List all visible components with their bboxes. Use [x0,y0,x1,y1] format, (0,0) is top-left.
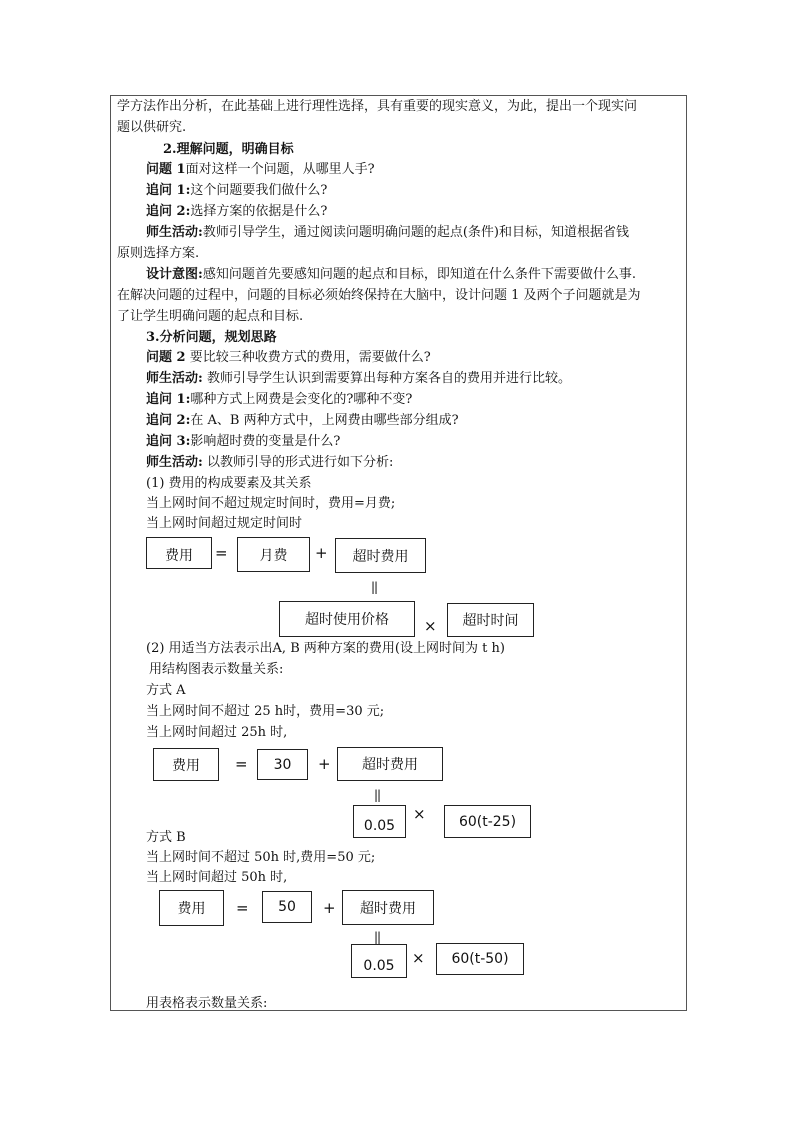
diagram1-equiv-sign: || [371,580,378,594]
diagramA-equiv-sign: || [374,788,381,802]
diagramB-overtime-box: 60(t-50) [436,943,524,975]
label: 追问 2: [146,204,191,219]
text: 在 A、B 两种方式中，上网费由哪些部分组成? [190,413,459,428]
text: 这个问题要我们做什么? [190,183,328,198]
diagram1-cost-box: 费用 [146,537,212,569]
activity-line [146,223,629,242]
diagramA-plus: + [318,755,331,773]
text-line: 在解决问题的过程中，问题的目标必须始终保持在大脑中，设计问题 1 及两个子问题就是为 [117,288,641,303]
diagramA-base-box: 30 [257,749,308,780]
diagram1-price-box: 超时使用价格 [279,601,415,637]
diagramA-cost-box: 费用 [153,748,219,781]
text-line: (2) 用适当方法表示出A, B 两种方案的费用(设上网时间为 t h) [146,641,505,656]
section-heading: 3.分析问题，规划思路 [146,330,277,345]
label: 追问 1: [146,183,191,198]
text: 影响超时费的变量是什么? [190,434,341,449]
text-line: 当上网时间超过 25h 时, [146,725,288,740]
diagramA-overtime-box: 60(t-25) [444,805,531,838]
text: 感知问题首先要感知问题的起点和目标，即知道在什么条件下需要做什么事. [202,267,636,282]
text-line: 方式 B [146,830,186,845]
diagram1-plus: + [315,544,328,562]
followup-line [146,181,327,200]
diagramB-times: × [412,949,425,967]
diagramB-equals: = [236,899,249,917]
label: 追问 1: [146,392,191,407]
followup-line [146,411,459,430]
text: 选择方案的依据是什么? [190,204,328,219]
section-heading: 2.理解问题，明确目标 [163,142,294,157]
text-line: 了让学生明确问题的起点和目标. [117,309,304,324]
label: 追问 2: [146,413,191,428]
activity-line [146,453,393,472]
diagramB-overtime-cost-box: 超时费用 [342,890,434,925]
text: 教师引导学生，通过阅读问题明确问题的起点(条件)和目标，知道根据省钱 [202,225,629,240]
diagramB-equiv-sign: || [374,930,381,944]
text-line: 学方法作出分析，在此基础上进行理性选择，具有重要的现实意义，为此，提出一个现实问 [117,99,638,114]
diagram1-times: × [424,617,437,635]
text-line: 当上网时间不超过 50h 时,费用=50 元; [146,850,376,865]
diagramA-overtime-cost-box: 超时费用 [337,747,443,781]
text-line: 题以供研究. [117,120,187,135]
diagramA-price-box: 0.05 [353,805,406,838]
text-line: (1) 费用的构成要素及其关系 [146,476,312,491]
diagramB-price-box: 0.05 [351,944,407,978]
label: 师生活动: [146,371,203,386]
text-line: 当上网时间超过规定时间时 [146,516,303,531]
design-line [146,265,636,284]
text: 要比较三种收费方式的费用，需要做什么? [189,350,431,365]
diagram1-monthly-box: 月费 [237,537,310,572]
diagramB-plus: + [323,899,336,917]
text-line: 方式 A [146,683,186,698]
text-line: 当上网时间不超过规定时间时，费用=月费; [146,496,396,511]
text-line: 原则选择方案. [117,246,200,261]
diagramA-times: × [413,805,426,823]
diagram1-overtime-cost-box: 超时费用 [335,538,426,573]
label: 师生活动: [146,225,203,240]
label: 追问 3: [146,434,191,449]
followup-line [146,202,327,221]
label: 设计意图: [146,267,203,282]
text-line: 当上网时间超过 50h 时, [146,870,288,885]
text: 以教师引导的形式进行如下分析: [206,455,394,470]
text: 哪种方式上网费是会变化的?哪种不变? [190,392,413,407]
text: 教师引导学生认识到需要算出每种方案各自的费用并进行比较。 [206,371,571,386]
text: 面对这样一个问题，从哪里人手? [185,162,375,177]
text-line: 用表格表示数量关系: [146,996,268,1011]
diagramB-base-box: 50 [262,891,312,923]
followup-line [146,390,412,409]
label: 问题 2 [146,350,186,365]
activity-line [146,369,571,388]
label: 问题 1 [146,162,186,177]
label: 师生活动: [146,455,203,470]
diagram1-overtime-box: 超时时间 [447,603,534,637]
diagramA-equals: = [235,755,248,773]
followup-line [146,432,340,451]
question-line [146,348,431,367]
text-line: 当上网时间不超过 25 h时，费用=30 元; [146,704,385,719]
diagramB-cost-box: 费用 [159,890,224,926]
question-line [146,160,375,179]
text-line: 用结构图表示数量关系: [149,662,284,677]
diagram1-equals: = [215,544,228,562]
